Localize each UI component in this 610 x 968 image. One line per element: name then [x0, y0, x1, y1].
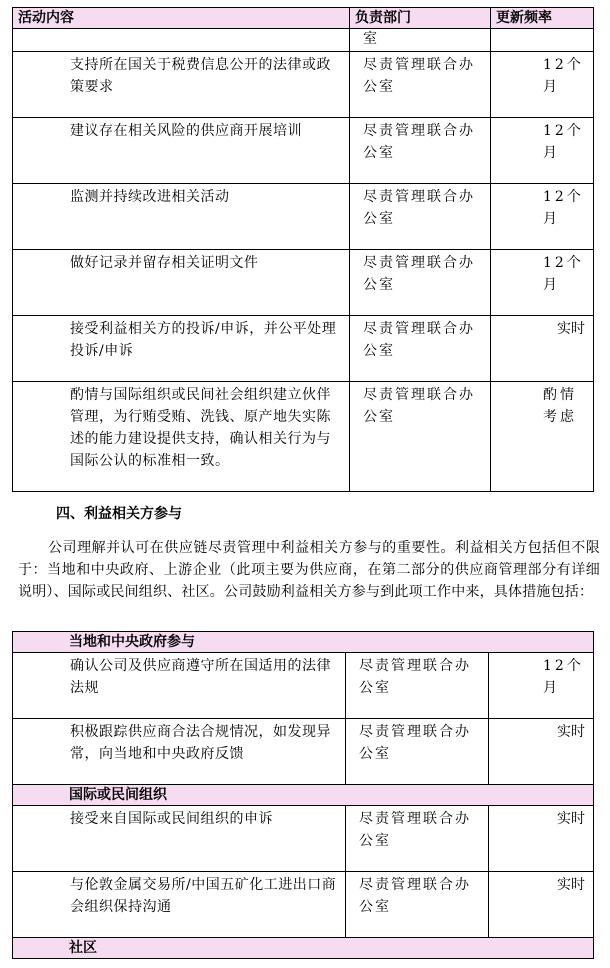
table-header-row	[13, 8, 594, 29]
frequency-cell	[491, 118, 594, 184]
frequency-value: 实时	[557, 811, 585, 827]
frequency-cell	[489, 653, 594, 719]
department-cell: 尽责管理联合办公室	[350, 382, 491, 492]
frequency-cell	[489, 719, 594, 785]
frequency-value: 12个月	[543, 57, 584, 95]
group-header-row	[13, 632, 594, 653]
table-row	[13, 872, 594, 938]
activity-cell: 做好记录并留存相关证明文件	[13, 250, 350, 316]
table-row	[13, 382, 594, 492]
department-cell: 尽责管理联合办公室	[346, 719, 489, 785]
frequency-value: 实时	[557, 877, 585, 893]
frequency-cell	[489, 872, 594, 938]
table-row-continued	[13, 29, 594, 52]
department-cell: 尽责管理联合办公室	[350, 316, 491, 382]
table-row	[13, 250, 594, 316]
group-title: 社区	[13, 938, 594, 959]
department-cell: 尽责管理联合办公室	[346, 806, 489, 872]
activity-cell: 积极跟踪供应商合法合规情况，如发现异常，向当地和中央政府反馈	[13, 719, 346, 785]
activity-cell: 确认公司及供应商遵守所在国适用的法律法规	[13, 653, 346, 719]
frequency-cell	[491, 250, 594, 316]
activity-cell: 建议存在相关风险的供应商开展培训	[13, 118, 350, 184]
frequency-value: 实时	[557, 724, 585, 740]
activity-cell: 接受来自国际或民间组织的申诉	[13, 806, 346, 872]
department-cell: 尽责管理联合办公室	[350, 184, 491, 250]
department-cell: 尽责管理联合办公室	[346, 872, 489, 938]
section-paragraph: 公司理解并认可在供应链尽责管理中利益相关方参与的重要性。利益相关方包括但不限于：当地和中央政府、上游企业（此项主要为供应商，在第二部分的供应商管理部分有详细说明）、国际或民间组织、社区。公司鼓励利益相关方参与到此项工作中来，具体措施包括：	[18, 540, 600, 600]
frequency-value: 12个月	[543, 658, 584, 696]
stakeholder-table	[12, 631, 594, 959]
table-row	[13, 118, 594, 184]
group-title: 当地和中央政府参与	[13, 632, 594, 653]
group-header-row	[13, 785, 594, 806]
table-row	[13, 719, 594, 785]
activity-cell: 酌情与国际组织或民间社会组织建立伙伴管理，为行贿受贿、洗钱、原产地失实陈述的能力建设提供支持，确认相关行为与国际公认的标准相一致。	[13, 382, 350, 492]
department-cell: 尽责管理联合办公室	[350, 250, 491, 316]
frequency-cell	[491, 29, 594, 52]
frequency-cell	[491, 184, 594, 250]
table-row	[13, 806, 594, 872]
frequency-value: 酌情考虑	[543, 387, 577, 425]
header-department: 负责部门	[350, 8, 491, 29]
group-header-row	[13, 938, 594, 959]
section-heading: 四、利益相关方参与	[56, 506, 182, 522]
activity-cell: 监测并持续改进相关活动	[13, 184, 350, 250]
frequency-value: 实时	[557, 321, 585, 337]
frequency-cell	[491, 316, 594, 382]
table-row	[13, 52, 594, 118]
department-cell: 室	[350, 29, 491, 52]
table-row	[13, 653, 594, 719]
frequency-value: 12个月	[543, 123, 584, 161]
activity-cell: 与伦敦金属交易所/中国五矿化工进出口商会组织保持沟通	[13, 872, 346, 938]
department-cell: 尽责管理联合办公室	[350, 118, 491, 184]
frequency-cell	[491, 52, 594, 118]
table-row	[13, 184, 594, 250]
header-activity: 活动内容	[13, 8, 350, 29]
frequency-cell	[489, 806, 594, 872]
department-cell: 尽责管理联合办公室	[350, 52, 491, 118]
table-row	[13, 316, 594, 382]
frequency-value: 12个月	[543, 255, 584, 293]
activity-cell: 支持所在国关于税费信息公开的法律或政策要求	[13, 52, 350, 118]
activity-cell	[13, 29, 350, 52]
group-title: 国际或民间组织	[13, 785, 594, 806]
frequency-cell	[491, 382, 594, 492]
frequency-value: 12个月	[543, 189, 584, 227]
activity-cell: 接受利益相关方的投诉/申诉，并公平处理投诉/申诉	[13, 316, 350, 382]
department-cell: 尽责管理联合办公室	[346, 653, 489, 719]
header-frequency: 更新频率	[491, 8, 594, 29]
activities-table	[12, 7, 594, 492]
